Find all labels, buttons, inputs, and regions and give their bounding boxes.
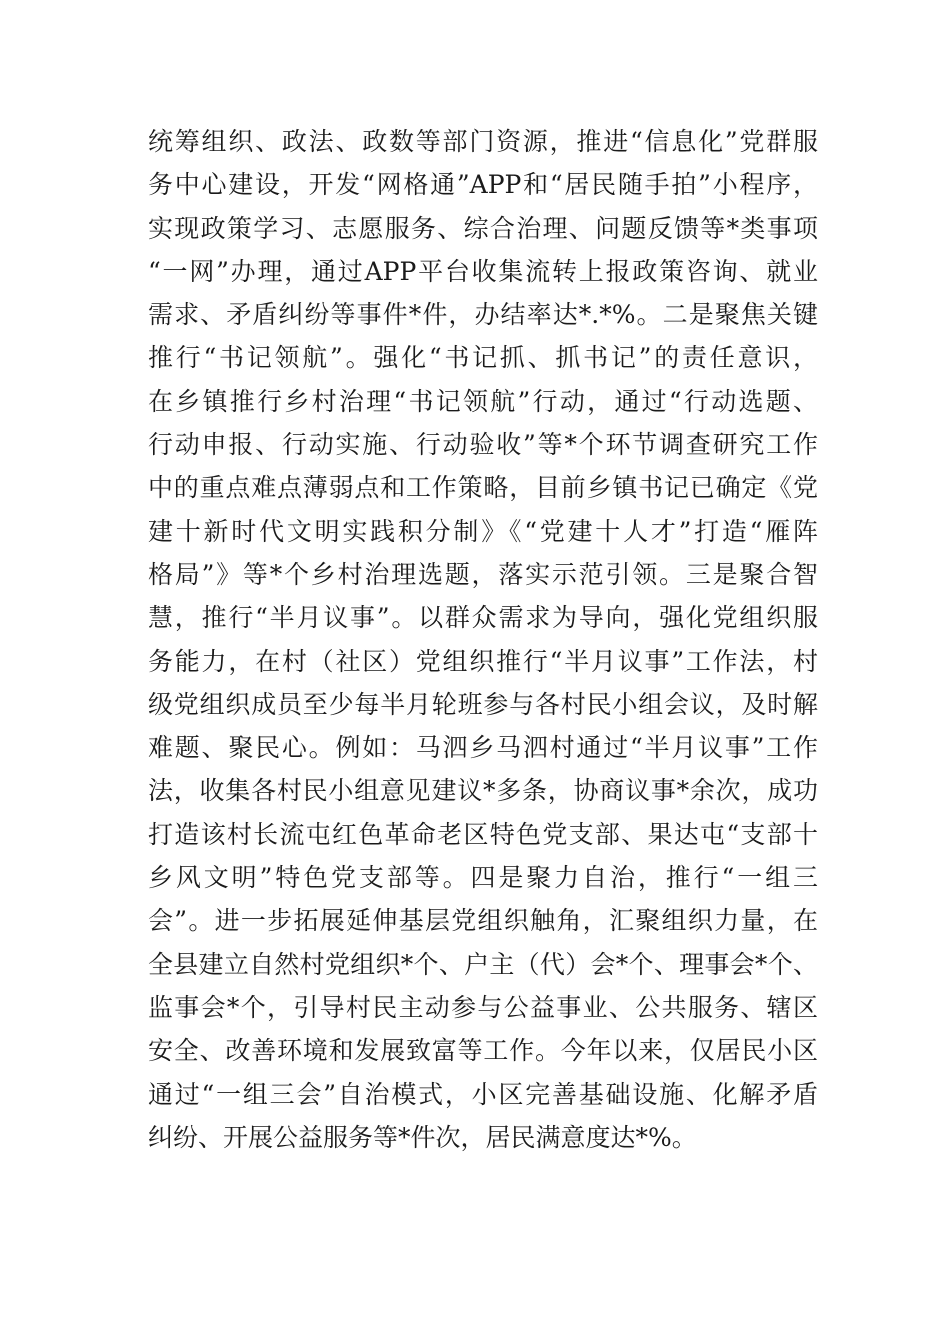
text-line: 实现政策学习、志愿服务、综合治理、问题反馈等*类事项 [148, 213, 818, 243]
text-line: 打造该村长流屯红色革命老区特色党支部、果达屯“支部十 [148, 819, 818, 849]
text-line: 推行“书记领航”。强化“书记抓、抓书记”的责任意识， [148, 343, 818, 373]
text-line: 级党组织成员至少每半月轮班参与各村民小组会议，及时解 [148, 689, 818, 719]
text-line: 法，收集各村民小组意见建议*多条，协商议事*余次，成功 [148, 776, 818, 806]
text-line: 行动申报、行动实施、行动验收”等*个环节调查研究工作 [148, 430, 818, 460]
text-line: 难题、聚民心。例如：马泗乡马泗村通过“半月议事”工作 [148, 733, 818, 763]
text-line: 乡风文明”特色党支部等。四是聚力自治，推行“一组三 [148, 863, 818, 893]
text-line: 务中心建设，开发“网格通”APP和“居民随手拍”小程序， [148, 170, 818, 200]
body-paragraph [148, 120, 818, 1159]
text-line: 需求、矛盾纠纷等事件*件，办结率达*.*%。二是聚焦关键 [148, 300, 818, 330]
text-line: 务能力，在村（社区）党组织推行“半月议事”工作法，村 [148, 646, 818, 676]
text-line: 在乡镇推行乡村治理“书记领航”行动，通过“行动选题、 [148, 386, 818, 416]
text-line: 纠纷、开展公益服务等*件次，居民满意度达*%。 [148, 1122, 697, 1152]
text-line: 全县建立自然村党组织*个、户主（代）会*个、理事会*个、 [148, 949, 818, 979]
text-line: 通过“一组三会”自治模式，小区完善基础设施、化解矛盾 [148, 1079, 818, 1109]
text-line: 安全、改善环境和发展致富等工作。今年以来，仅居民小区 [148, 1036, 818, 1066]
text-line: 中的重点难点薄弱点和工作策略，目前乡镇书记已确定《党 [148, 473, 818, 503]
text-line: 建十新时代文明实践积分制》《“党建十人才”打造“雁阵 [148, 516, 818, 546]
text-line: 慧，推行“半月议事”。以群众需求为导向，强化党组织服 [148, 603, 818, 633]
text-line: 监事会*个，引导村民主动参与公益事业、公共服务、辖区 [148, 992, 818, 1022]
text-line: 统筹组织、政法、政数等部门资源，推进“信息化”党群服 [148, 127, 818, 156]
text-line: 格局”》等*个乡村治理选题，落实示范引领。三是聚合智 [148, 559, 818, 589]
text-line: 会”。进一步拓展延伸基层党组织触角，汇聚组织力量，在 [148, 906, 818, 936]
text-line: “一网”办理，通过APP平台收集流转上报政策咨询、就业 [148, 256, 818, 286]
